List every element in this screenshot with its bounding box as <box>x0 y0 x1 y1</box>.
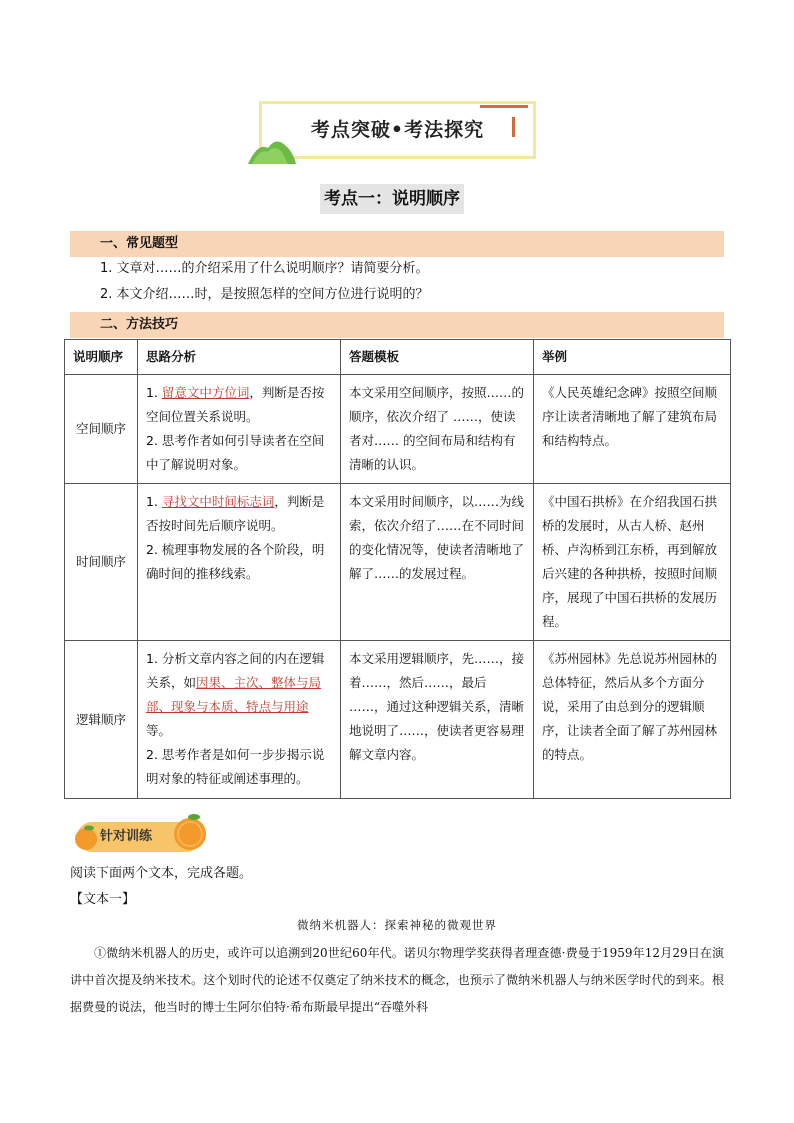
analysis-highlight: 寻找文中时间标志词 <box>161 494 275 509</box>
header-analysis: 思路分析 <box>138 340 341 375</box>
row-template: 本文采用逻辑顺序，先……，接着……，然后……，最后 ……，通过这种逻辑关系，清晰地说明了……，使读者更容易理解文章内容。 <box>341 641 534 799</box>
row-example: 《苏州园林》先总说苏州园林的总体特征，然后从多个方面分说，采用了由总到分的逻辑顺序，让读者全面了解了苏州园林的特点。 <box>534 641 731 799</box>
section-title: 考点一：说明顺序 <box>320 184 464 214</box>
analysis-text: 2. 梳理事物发展的各个阶段，明确时间的推移线索。 <box>146 542 325 581</box>
method-table <box>64 339 731 799</box>
analysis-text: 1. <box>146 385 162 400</box>
banner-title: 考点突破•考法探究 <box>310 119 485 141</box>
training-label: 针对训练 <box>100 829 153 844</box>
common-types-label: 一、常见题型 <box>100 236 179 251</box>
table-row <box>65 375 731 484</box>
orange-icon <box>72 824 100 852</box>
row-name: 时间顺序 <box>65 484 138 641</box>
instruction-text: 阅读下面两个文本，完成各题。 <box>70 866 253 881</box>
header-template: 答题模板 <box>341 340 534 375</box>
row-analysis <box>138 484 341 641</box>
analysis-highlight: 因果、主次、整体与局部、现象与本质、特点与用途 <box>146 675 322 714</box>
analysis-text: ，判断是否按空间位置关系说明。 <box>146 385 325 424</box>
article-title: 微纳米机器人：探索神秘的微观世界 <box>297 918 497 932</box>
method-tips-label: 二、方法技巧 <box>100 317 179 332</box>
row-analysis <box>138 375 341 484</box>
analysis-text: 等。 <box>146 723 172 738</box>
row-example: 《人民英雄纪念碑》按照空间顺序让读者清晰地了解了建筑布局和结构特点。 <box>534 375 731 484</box>
analysis-highlight: 留意文中方位词 <box>161 385 250 400</box>
table-row <box>65 484 731 641</box>
question-2: 2. 本文介绍……时，是按照怎样的空间方位进行说明的？ <box>100 287 429 302</box>
analysis-text: 1. 分析文章内容之间的内在逻辑关系，如 <box>146 651 325 690</box>
analysis-text: 1. <box>146 494 162 509</box>
analysis-text: ，判断是否按时间先后顺序说明。 <box>146 494 325 533</box>
table-row <box>65 641 731 799</box>
row-template: 本文采用时间顺序，以……为线索，依次介绍了……在不同时间的变化情况等，使读者清晰地了解了……的发展过程。 <box>341 484 534 641</box>
header-order: 说明顺序 <box>65 340 138 375</box>
header-example: 举例 <box>534 340 731 375</box>
table-header-row <box>65 340 731 375</box>
question-1: 1. 文章对……的介绍采用了什么说明顺序？请简要分析。 <box>100 261 429 276</box>
row-analysis <box>138 641 341 799</box>
row-example: 《中国石拱桥》在介绍我国石拱桥的发展时，从古人桥、赵州桥、卢沟桥到江东桥，再到解放后兴建的各种拱桥，按照时间顺序，展现了中国石拱桥的发展历程。 <box>534 484 731 641</box>
text-one-label: 【文本一】 <box>70 892 136 907</box>
row-name: 逻辑顺序 <box>65 641 138 799</box>
analysis-text: 2. 思考作者是如何一步步揭示说明对象的特征或阐述事理的。 <box>146 747 325 786</box>
analysis-text: 2. 思考作者如何引导读者在空间中了解说明对象。 <box>146 433 325 472</box>
article-paragraph: ①微纳米机器人的历史，或许可以追溯到20世纪60年代。诺贝尔物理学奖获得者理查德·费曼于1959年12月29日在演讲中首次提及纳米技术。这个划时代的论述不仅奠定了纳米技术的概念，也预示了微纳米机器人与纳米医学时代的到来。根据费曼的说法，他当时的博士生阿尔伯特·希布斯最早提出“吞噬外科 <box>70 946 724 1014</box>
row-name: 空间顺序 <box>65 375 138 484</box>
orange-icon <box>170 812 210 852</box>
row-template: 本文采用空间顺序，按照……的顺序，依次介绍了 ……，使读者对…… 的空间布局和结构有清晰的认识。 <box>341 375 534 484</box>
